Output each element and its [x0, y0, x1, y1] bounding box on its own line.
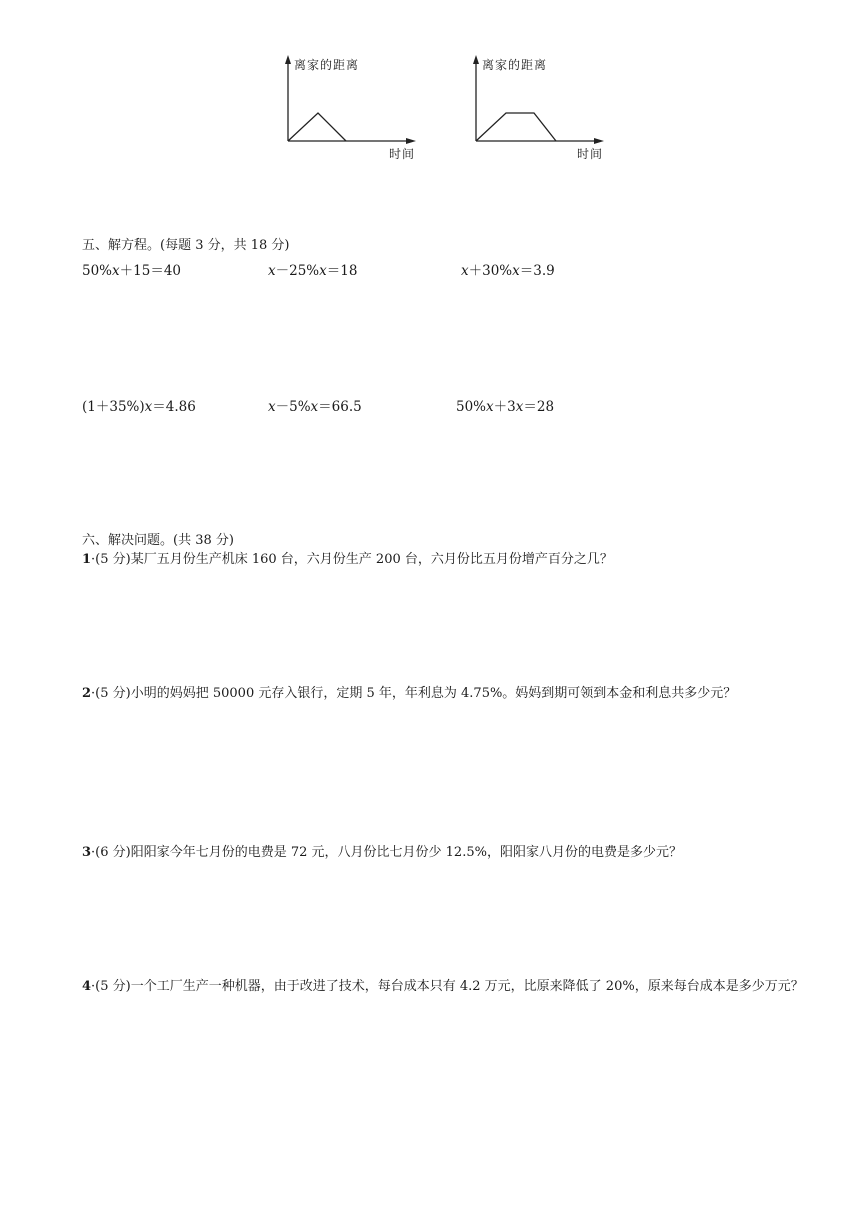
problem-3 [82, 842, 682, 863]
problem-4-number: 4 [82, 979, 92, 994]
problem-1-number: 1 [82, 552, 92, 567]
equation-5: x－5%x＝66.5 [268, 399, 362, 415]
distance-time-graph-1 [282, 52, 432, 167]
problem-1-text: ·(5 分)某厂五月份生产机床 160 台，六月份生产 200 台，六月份比五月份增产百分之几？ [91, 552, 613, 567]
graph-1-ylabel: 离家的距离 [294, 58, 360, 72]
section-5-title: 五、解方程。(每题 3 分，共 18 分) [82, 238, 290, 253]
problem-1 [82, 549, 613, 570]
problem-2-text: ·(5 分)小明的妈妈把 50000 元存入银行，定期 5 年，年利息为 4.75%。妈妈到期可领到本金和利息共多少元？ [91, 686, 737, 701]
problem-2-number: 2 [82, 686, 92, 701]
problem-4-text: ·(5 分)一个工厂生产一种机器，由于改进了技术，每台成本只有 4.2 万元，比原来降低了 20%，原来每台成本是多少万元？ [91, 979, 804, 994]
equation-1: 50%x＋15＝40 [82, 263, 181, 279]
equation-4: (1＋35%)x＝4.86 [82, 399, 196, 415]
graph-2-xlabel: 时间 [577, 147, 604, 161]
graph-1-xlabel: 时间 [389, 147, 416, 161]
problem-3-number: 3 [82, 845, 92, 860]
equation-6: 50%x＋3x＝28 [456, 399, 555, 415]
problem-3-text: ·(6 分)阳阳家今年七月份的电费是 72 元，八月份比七月份少 12.5%，阳阳家八月份的电费是多少元？ [91, 845, 682, 860]
problem-4 [54, 976, 814, 997]
equation-3: x＋30%x＝3.9 [461, 263, 555, 279]
distance-time-graph-2 [470, 52, 620, 167]
section-6-title: 六、解决问题。(共 38 分) [82, 533, 234, 548]
equation-2: x－25%x＝18 [268, 263, 358, 279]
graph-2-ylabel: 离家的距离 [482, 58, 548, 72]
problem-2 [82, 683, 736, 704]
